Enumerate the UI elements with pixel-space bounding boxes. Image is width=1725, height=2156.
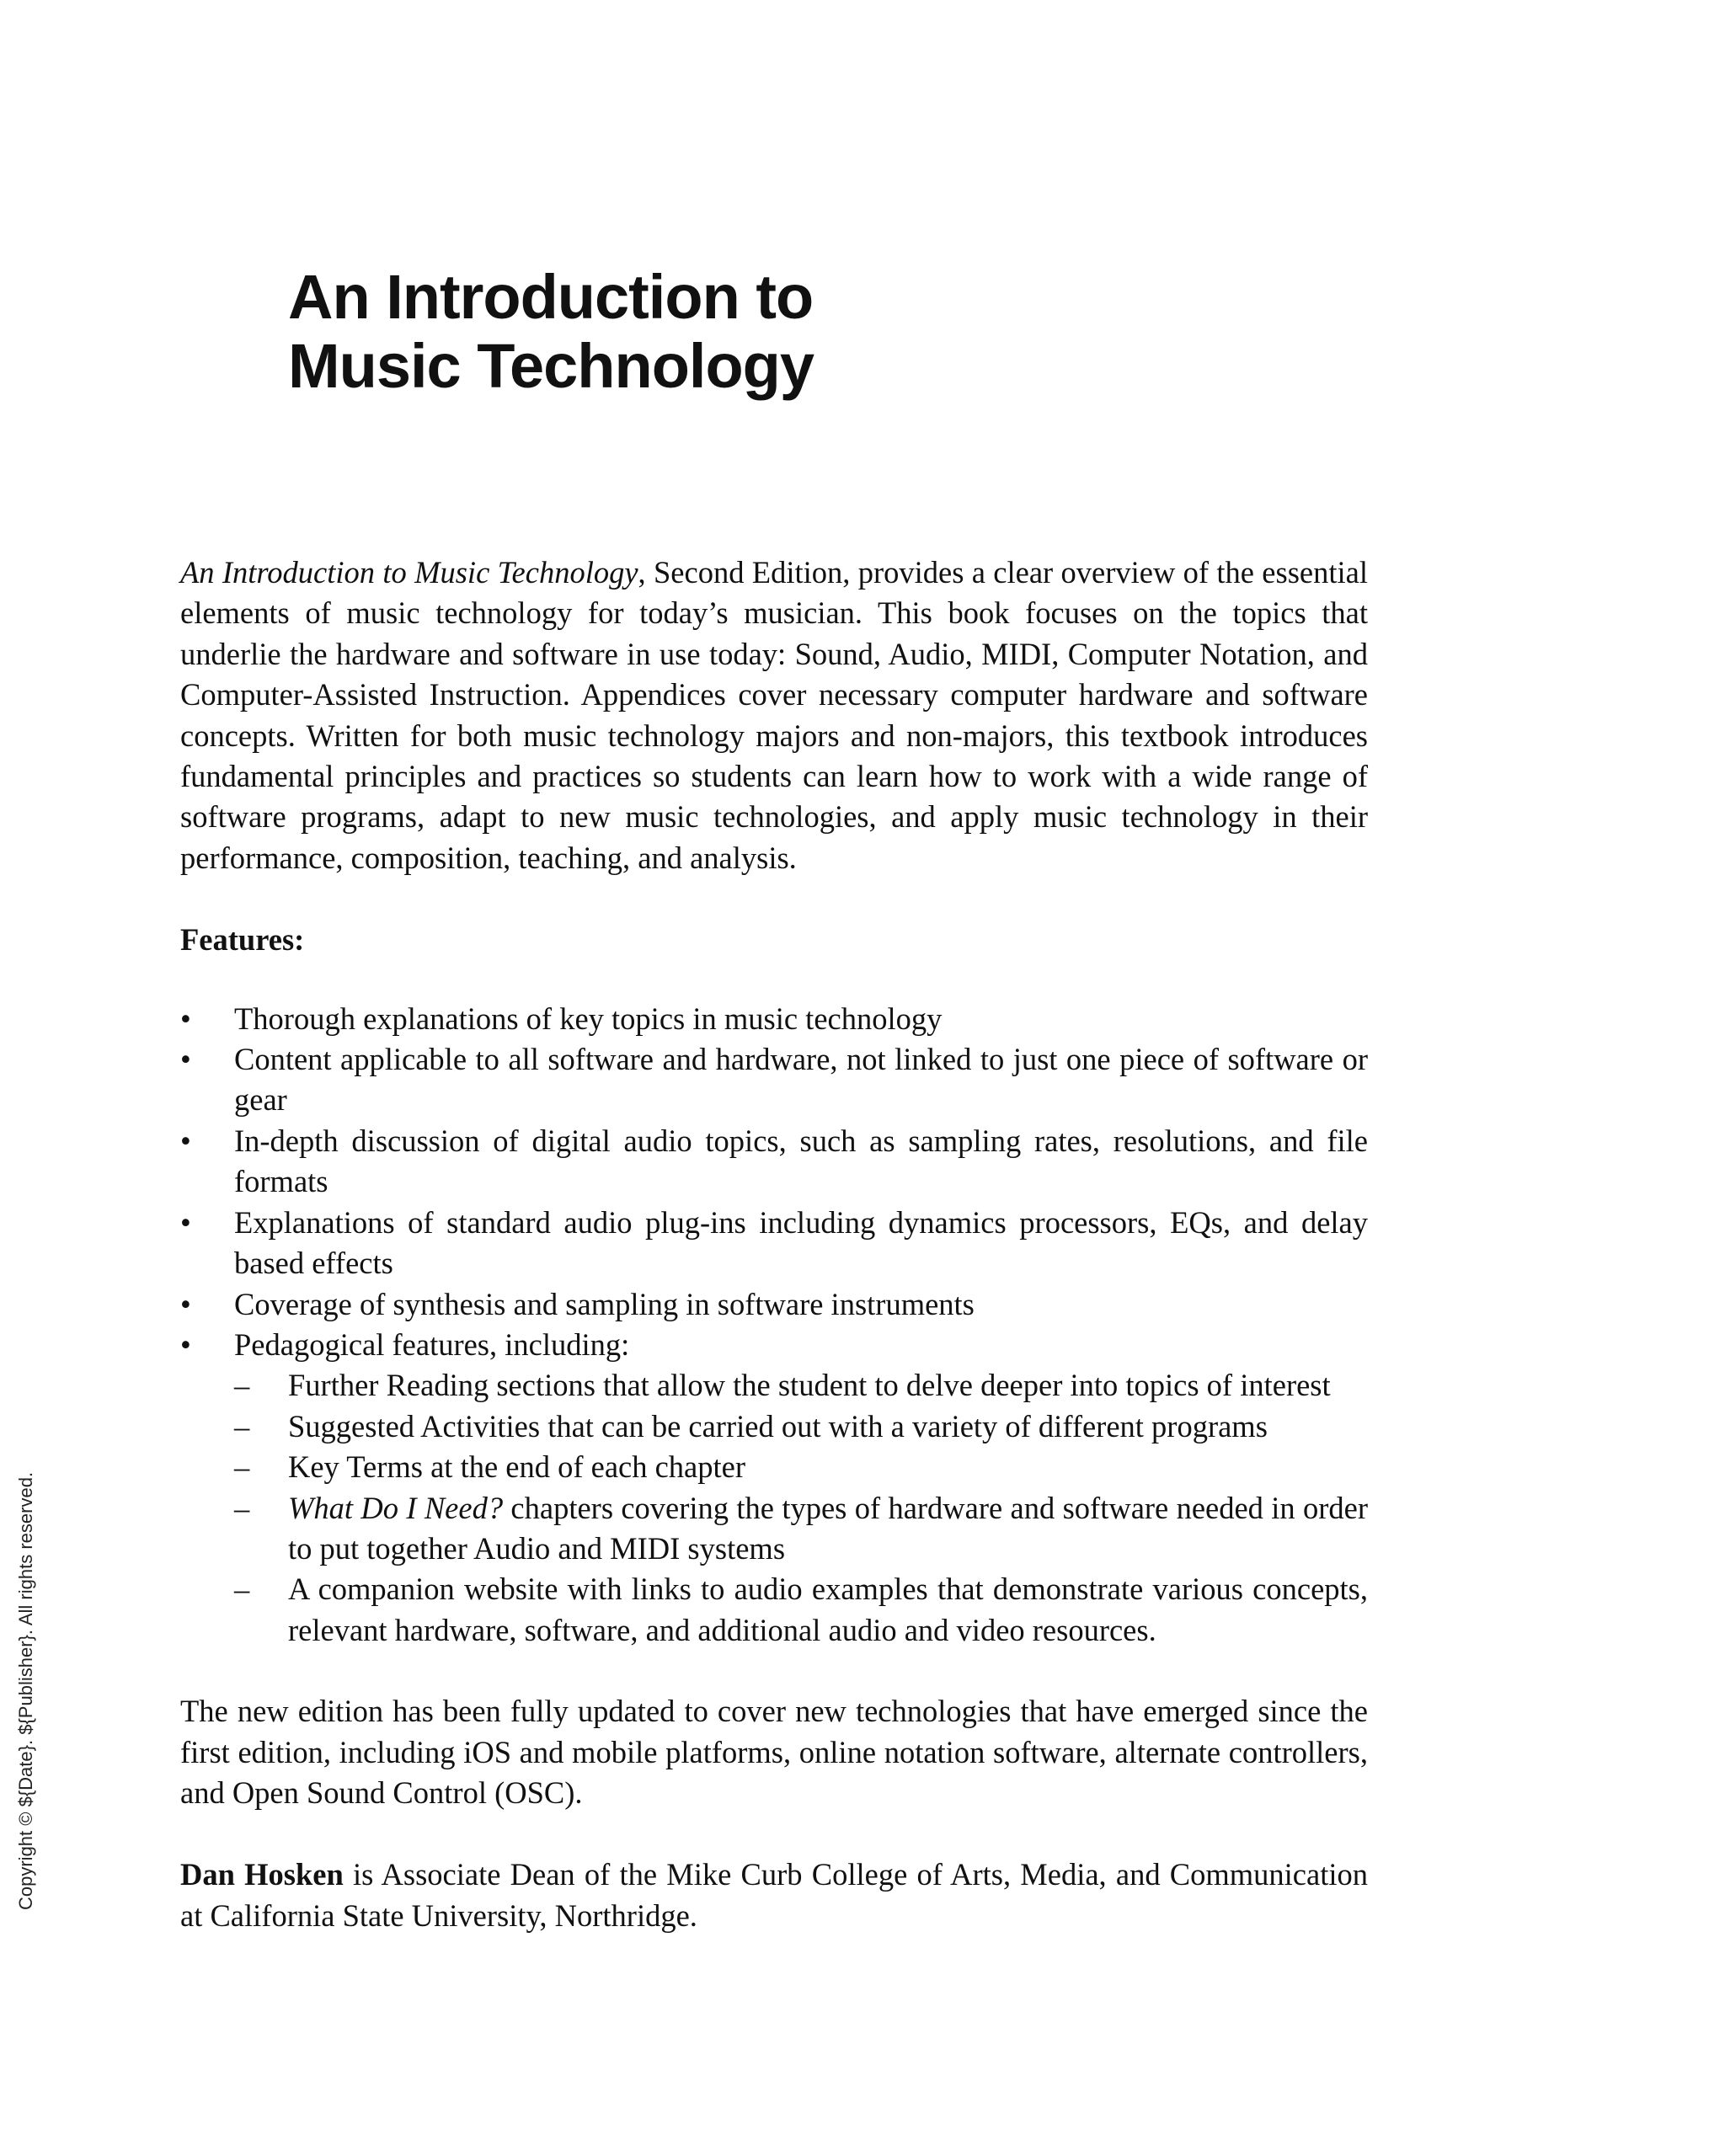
bullet-icon: • [180,1001,191,1036]
feature-text: Explanations of standard audio plug-ins including dynamics processors, EQs, and delay based effects [234,1204,1368,1281]
author-name: Dan Hosken [180,1857,344,1892]
author-bio-text: is Associate Dean of the Mike Curb College of Arts, Media, and Communication at California State University, Northridge. [180,1857,1368,1933]
sub-feature-text: chapters covering the types of hardware and software needed in order to put together Audio and MIDI systems [288,1490,1369,1566]
copyright-notice: Copyright © ${Date}. ${Publisher}. All rights reserved. [15,1471,36,1910]
features-list [180,999,1368,1652]
feature-item [180,1203,1368,1284]
book-description [180,552,1368,878]
dash-icon: – [234,1368,250,1403]
book-title [288,263,814,401]
dash-icon: – [234,1490,250,1525]
feature-text: Coverage of synthesis and sampling in software instruments [234,1286,975,1321]
feature-text: Thorough explanations of key topics in music technology [234,1001,943,1036]
sub-feature-text: A companion website with links to audio examples that demonstrate various concepts, relevant hardware, software, and additional audio and video resources. [288,1572,1368,1647]
feature-item [180,1325,1368,1651]
dash-icon: – [234,1572,250,1607]
feature-item [180,1121,1368,1203]
feature-item [180,1039,1368,1121]
sub-feature-item [234,1365,1368,1406]
book-title-line-1: An Introduction to [288,262,814,332]
sub-feature-item [234,1569,1368,1651]
sub-feature-italic-title: What Do I Need? [288,1490,504,1525]
new-edition-paragraph: The new edition has been fully updated to cover new technologies that have emerged since the first edition, including iOS and mobile platforms, online notation software, alternate controllers, and Open Sound Control (OSC). [180,1694,1368,1810]
sub-feature-text: Suggested Activities that can be carried out with a variety of different programs [288,1408,1268,1444]
feature-item [180,1284,1368,1325]
book-title-line-2: Music Technology [288,331,814,401]
bullet-icon: • [180,1204,191,1240]
dash-icon: – [234,1408,250,1444]
sub-feature-item [234,1488,1368,1570]
sub-feature-item [234,1406,1368,1447]
author-bio [180,1854,1368,1936]
sub-feature-item [234,1447,1368,1487]
feature-item [180,999,1368,1039]
sub-feature-text: Key Terms at the end of each chapter [288,1449,746,1485]
sub-feature-text: Further Reading sections that allow the student to delve deeper into topics of interest [288,1368,1331,1403]
bullet-icon: • [180,1326,191,1362]
features-heading: Features: [180,922,305,958]
feature-text: Content applicable to all software and hardware, not linked to just one piece of software or gear [234,1042,1368,1118]
dash-icon: – [234,1449,250,1485]
description-text: , Second Edition, provides a clear overview of the essential elements of music technology for today’s musician. This book focuses on the topics that underlie the hardware and software in use today: Sound, Audio, MIDI, Computer Notation, and Computer-Assisted Instruction. Appendices cover necessary computer hardware and software concepts. Written for both music technology majors and non-majors, this textbook introduces fundamental principles and practices so students can learn how to work with a wide range of software programs, adapt to new music technologies, and apply music technology in their performance, composition, teaching, and analysis. [180,555,1368,875]
bullet-icon: • [180,1123,191,1158]
bullet-icon: • [180,1286,191,1321]
pedagogical-features-list [234,1365,1368,1651]
feature-text: In-depth discussion of digital audio topics, such as sampling rates, resolutions, and file formats [234,1123,1368,1199]
description-book-title: An Introduction to Music Technology [180,555,638,590]
bullet-icon: • [180,1042,191,1077]
back-cover-content [180,552,1368,1936]
feature-text: Pedagogical features, including: [234,1326,630,1362]
